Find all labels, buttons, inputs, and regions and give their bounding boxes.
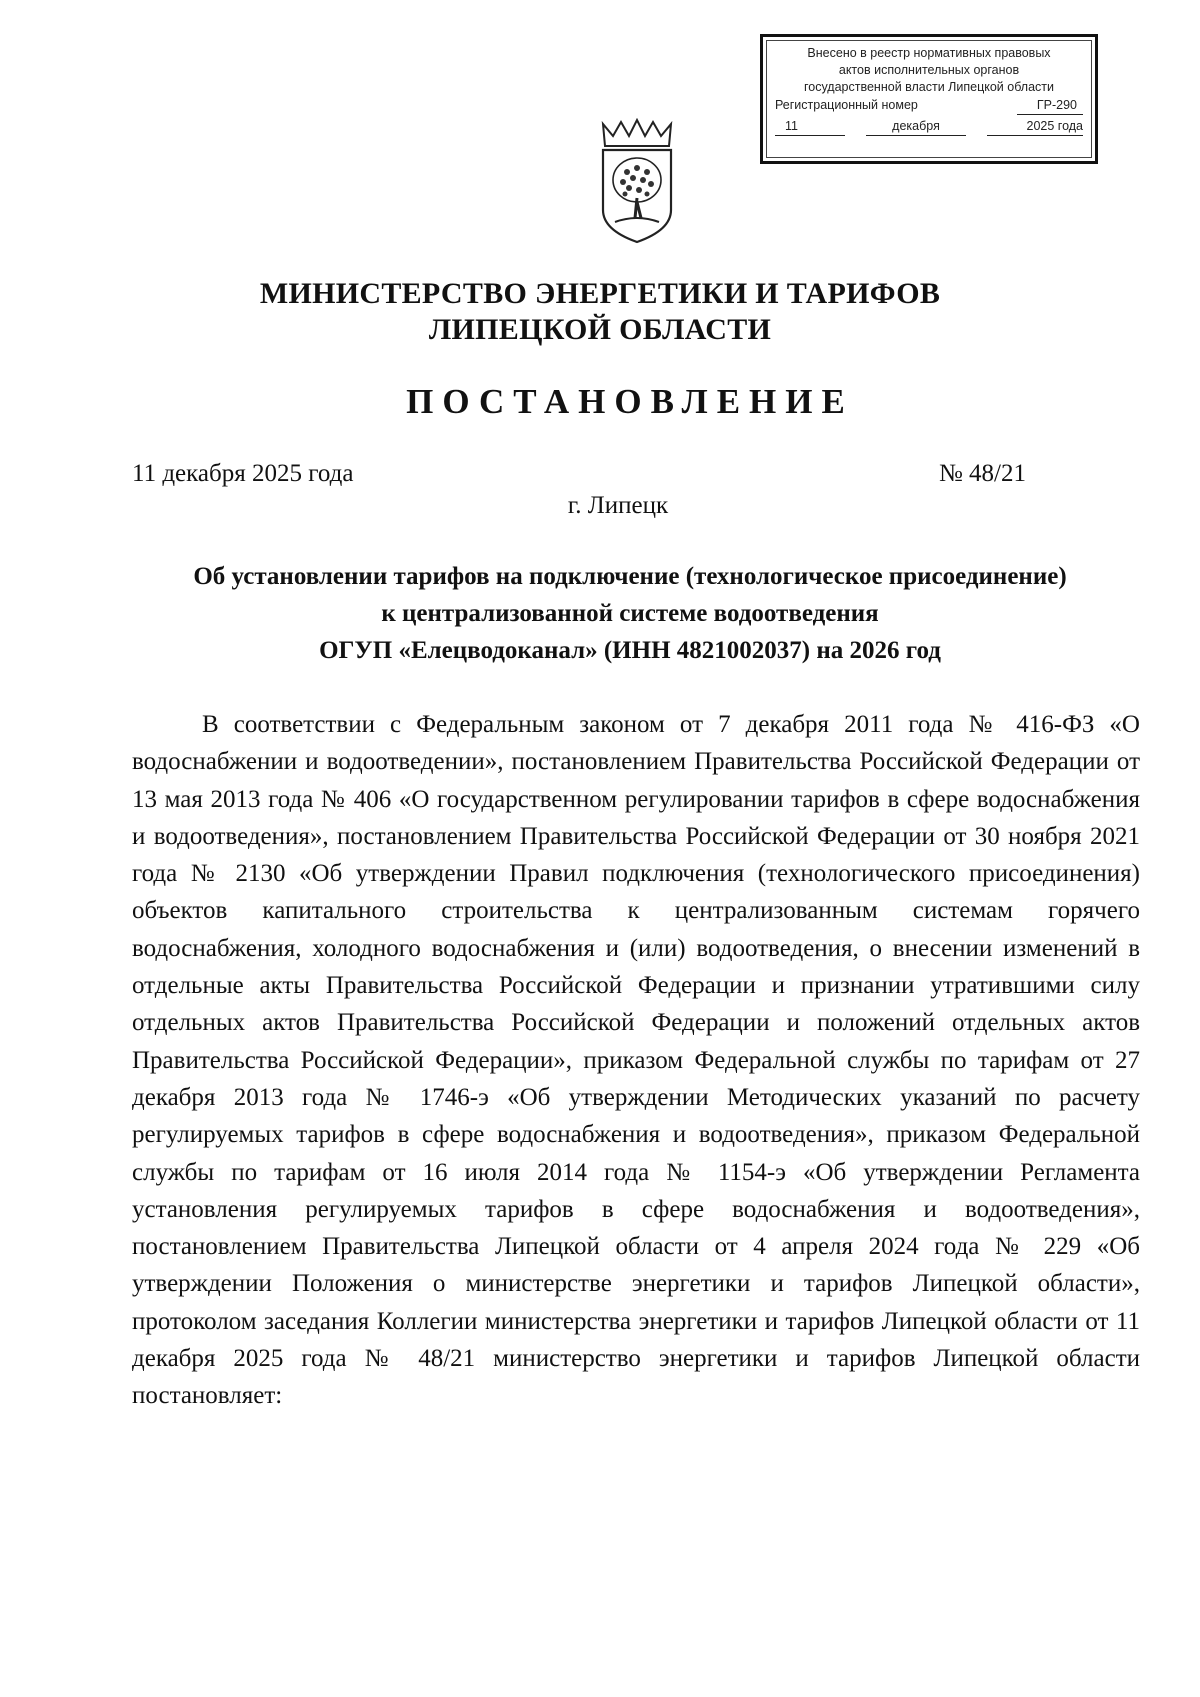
ministry-name (0, 276, 1200, 348)
document-city: г. Липецк (567, 492, 669, 519)
stamp-registration-row (775, 97, 1083, 115)
document-date: 11 декабря 2025 года (132, 460, 354, 487)
registry-stamp (760, 34, 1098, 164)
document-number: № 48/21 (938, 460, 1026, 487)
stamp-day: 11 (775, 117, 845, 136)
title-line-2: к централизованной системе водоотведения (381, 600, 879, 627)
stamp-line-2: актов исполнительных органов (838, 63, 1020, 77)
stamp-year: 2025 года (987, 117, 1083, 136)
ministry-line-2: ЛИПЕЦКОЙ ОБЛАСТИ (428, 313, 772, 346)
coat-of-arms-emblem-icon (595, 118, 679, 246)
stamp-date-row (775, 117, 1083, 136)
stamp-reg-number: ГР-290 (1017, 97, 1083, 115)
stamp-line-3: государственной власти Липецкой области (803, 80, 1055, 94)
title-line-1: Об установлении тарифов на подключение (технологическое присоединение) (193, 563, 1067, 590)
ministry-line-1: МИНИСТЕРСТВО ЭНЕРГЕТИКИ И ТАРИФОВ (259, 277, 941, 310)
preamble-paragraph: В соответствии с Федеральным законом от 7 декабря 2011 года № 416-ФЗ «О водоснабжении и водоотведении», постановлением Правительства Российской Федерации от 13 мая 2013 года № 406 «О государственном регулировании тарифов в сфере водоснабжения и водоотведения», постановлением Правительства Российской Федерации от 30 ноября 2021 года № 2130 «Об утверждении Правил подключения (технологического присоединения) объектов капитального строительства к централизованным системам горячего водоснабжения, холодного водоснабжения и (или) водоотведения, о внесении изменений в отдельные акты Правительства Российской Федерации и признании утратившими силу отдельных актов Правительства Российской Федерации и положений отдельных актов Правительства Российской Федерации», приказом Федеральной службы по тарифам от 27 декабря 2013 года № 1746-э «Об утверждении Методических указаний по расчету регулируемых тарифов в сфере водоснабжения и водоотведения», приказом Федеральной службы по тарифам от 16 июля 2014 года № 1154-э «Об утверждении Регламента установления регулируемых тарифов в сфере водоснабжения и водоотведения», постановлением Правительства Липецкой области от 4 апреля 2024 года № 229 «Об утверждении Положения о министерстве энергетики и тарифов Липецкой области», протоколом заседания Коллегии министерства энергетики и тарифов Липецкой области от 11 декабря 2025 года № 48/21 министерство энергетики и тарифов Липецкой области постановляет: (132, 711, 1140, 1410)
document-type: ПОСТАНОВЛЕНИЕ (406, 382, 854, 421)
stamp-month: декабря (866, 117, 966, 136)
stamp-reg-label: Регистрационный номер (775, 98, 918, 112)
stamp-line-1: Внесено в реестр нормативных правовых (807, 46, 1051, 60)
title-line-3: ОГУП «Елецводоканал» (ИНН 4821002037) на 2026 год (319, 637, 941, 664)
document-title (120, 558, 1140, 669)
